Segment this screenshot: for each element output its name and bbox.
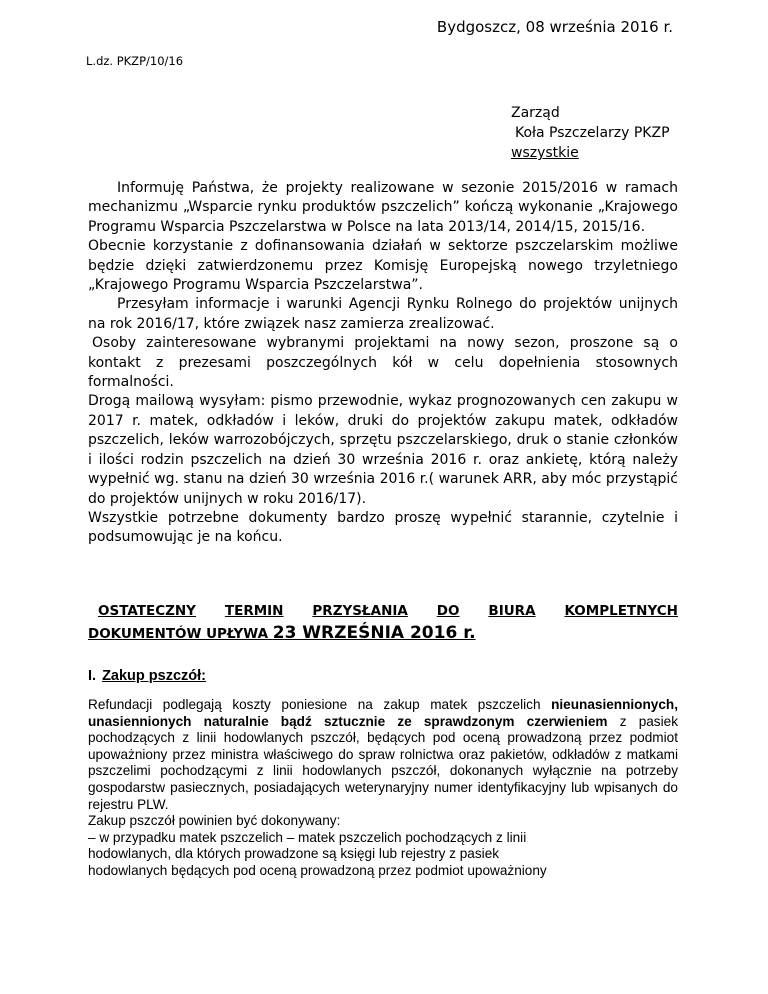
deadline-word-1: OSTATECZNY [98,603,196,619]
deadline-word-2: TERMIN [224,603,284,619]
refund-rest: z pasiek pochodzących z linii hodowlanych pszczół, będących pod oceną prowadzoną przez podmiot upoważniony przez ministra właściwego do spraw rolnictwa oraz pakietów, odkładów z matkami pszczelimi pochodzącymi z linii hodowlanych pszczół, dokonanych wyłącznie na potrzeby gospodarstw pasiecznych, posiadających weterynaryjny numer identyfikacyjny lub wpisanych do rejestru PLW. [88,713,678,812]
paragraph-5: Drogą mailową wysyłam: pismo przewodnie, wykaz prognozowanych cen zakupu w 2017 r. matek, odkładów i leków, druki do projektów zakupu matek, odkładów pszczelich, leków warrozobójczych, sprzętu pszczelarskiego, druk o stanie członków i ilości rodzin pszczelich na dzień 30 września 2016 r. oraz ankietę, którą należy wypełnić wg. stanu na dzień 30 września 2016 r.( warunek ARR, aby móc przystąpić do projektów unijnych w roku 2016/17). [88,393,678,507]
section-1-body [88,697,678,880]
section-1-number: I. [88,668,97,684]
recipient-line-1: Zarząd [511,105,560,121]
bullet-line-2: hodowlanych, dla których prowadzone są księgi lub rejestry z pasiek [88,846,500,862]
recipient-line-3: wszystkie [511,145,579,161]
deadline-docs-text: DOKUMENTÓW UPŁYWA [88,626,273,642]
paragraph-3: Przesyłam informacje i warunki Agencji Rynku Rolnego do projektów unijnych na rok 2016/17, które związek nasz zamierza zrealizować. [88,296,678,332]
bullet-line-3: hodowlanych będących pod oceną prowadzoną przez podmiot upoważniony [88,862,547,878]
refund-paragraph [88,697,678,813]
refund-intro: Refundacji podlegają koszty poniesione na zakup matek pszczelich [88,697,541,712]
deadline-date: 23 WRZEŚNIA 2016 r. [272,623,476,643]
section-1-heading [88,668,206,684]
deadline-line-2 [88,623,678,643]
paragraph-4: Osoby zainteresowane wybranymi projektami na nowy sezon, proszone są o kontakt z prezesami poszczególnych kół w celu dopełnienia stosownych formalności. [88,335,678,391]
recipient-block [511,103,670,163]
deadline-word-3: PRZYSŁANIA [312,603,408,619]
deadline-word-4: DO [436,603,460,619]
deadline-word-6: KOMPLETNYCH [564,603,678,619]
refund-bold: nieunasiennionych, unasiennionych naturalnie bądź sztucznie ze sprawdzonym czerwieniem [88,697,678,729]
reference-number: L.dz. PKZP/10/16 [86,54,184,68]
deadline-notice [88,603,678,643]
letter-date: Bydgoszcz, 08 września 2016 r. [436,18,673,36]
paragraph-1: Informuję Państwa, że projekty realizowane w sezonie 2015/2016 w ramach mechanizmu „Wsparcie rynku produktów pszczelich” kończą wykonanie „Krajowego Programu Wsparcia Pszczelarstwa w Polsce na lata 2013/14, 2014/15, 2015/16. [88,180,678,235]
bullet-line-1: – w przypadku matek pszczelich – matek pszczelich pochodzących z linii [88,829,527,845]
recipient-line-2: Koła Pszczelarzy PKZP [515,125,670,141]
paragraph-2: Obecnie korzystanie z dofinansowania działań w sektorze pszczelarskim możliwe będzie dzięki zatwierdzonemu przez Komisję Europejską nowego trzyletniego „Krajowego Programu Wsparcia Pszczelarstwa”. [88,238,678,294]
letter-body [88,179,678,548]
paragraph-6: Wszystkie potrzebne dokumenty bardzo proszę wypełnić starannie, czytelnie i podsumowując je na końcu. [88,509,678,546]
deadline-word-5: BIURA [488,603,536,619]
section-1-title: Zakup pszczół: [102,668,206,684]
deadline-line-1 [88,603,678,619]
purchase-title: Zakup pszczół powinien być dokonywany: [88,813,341,829]
